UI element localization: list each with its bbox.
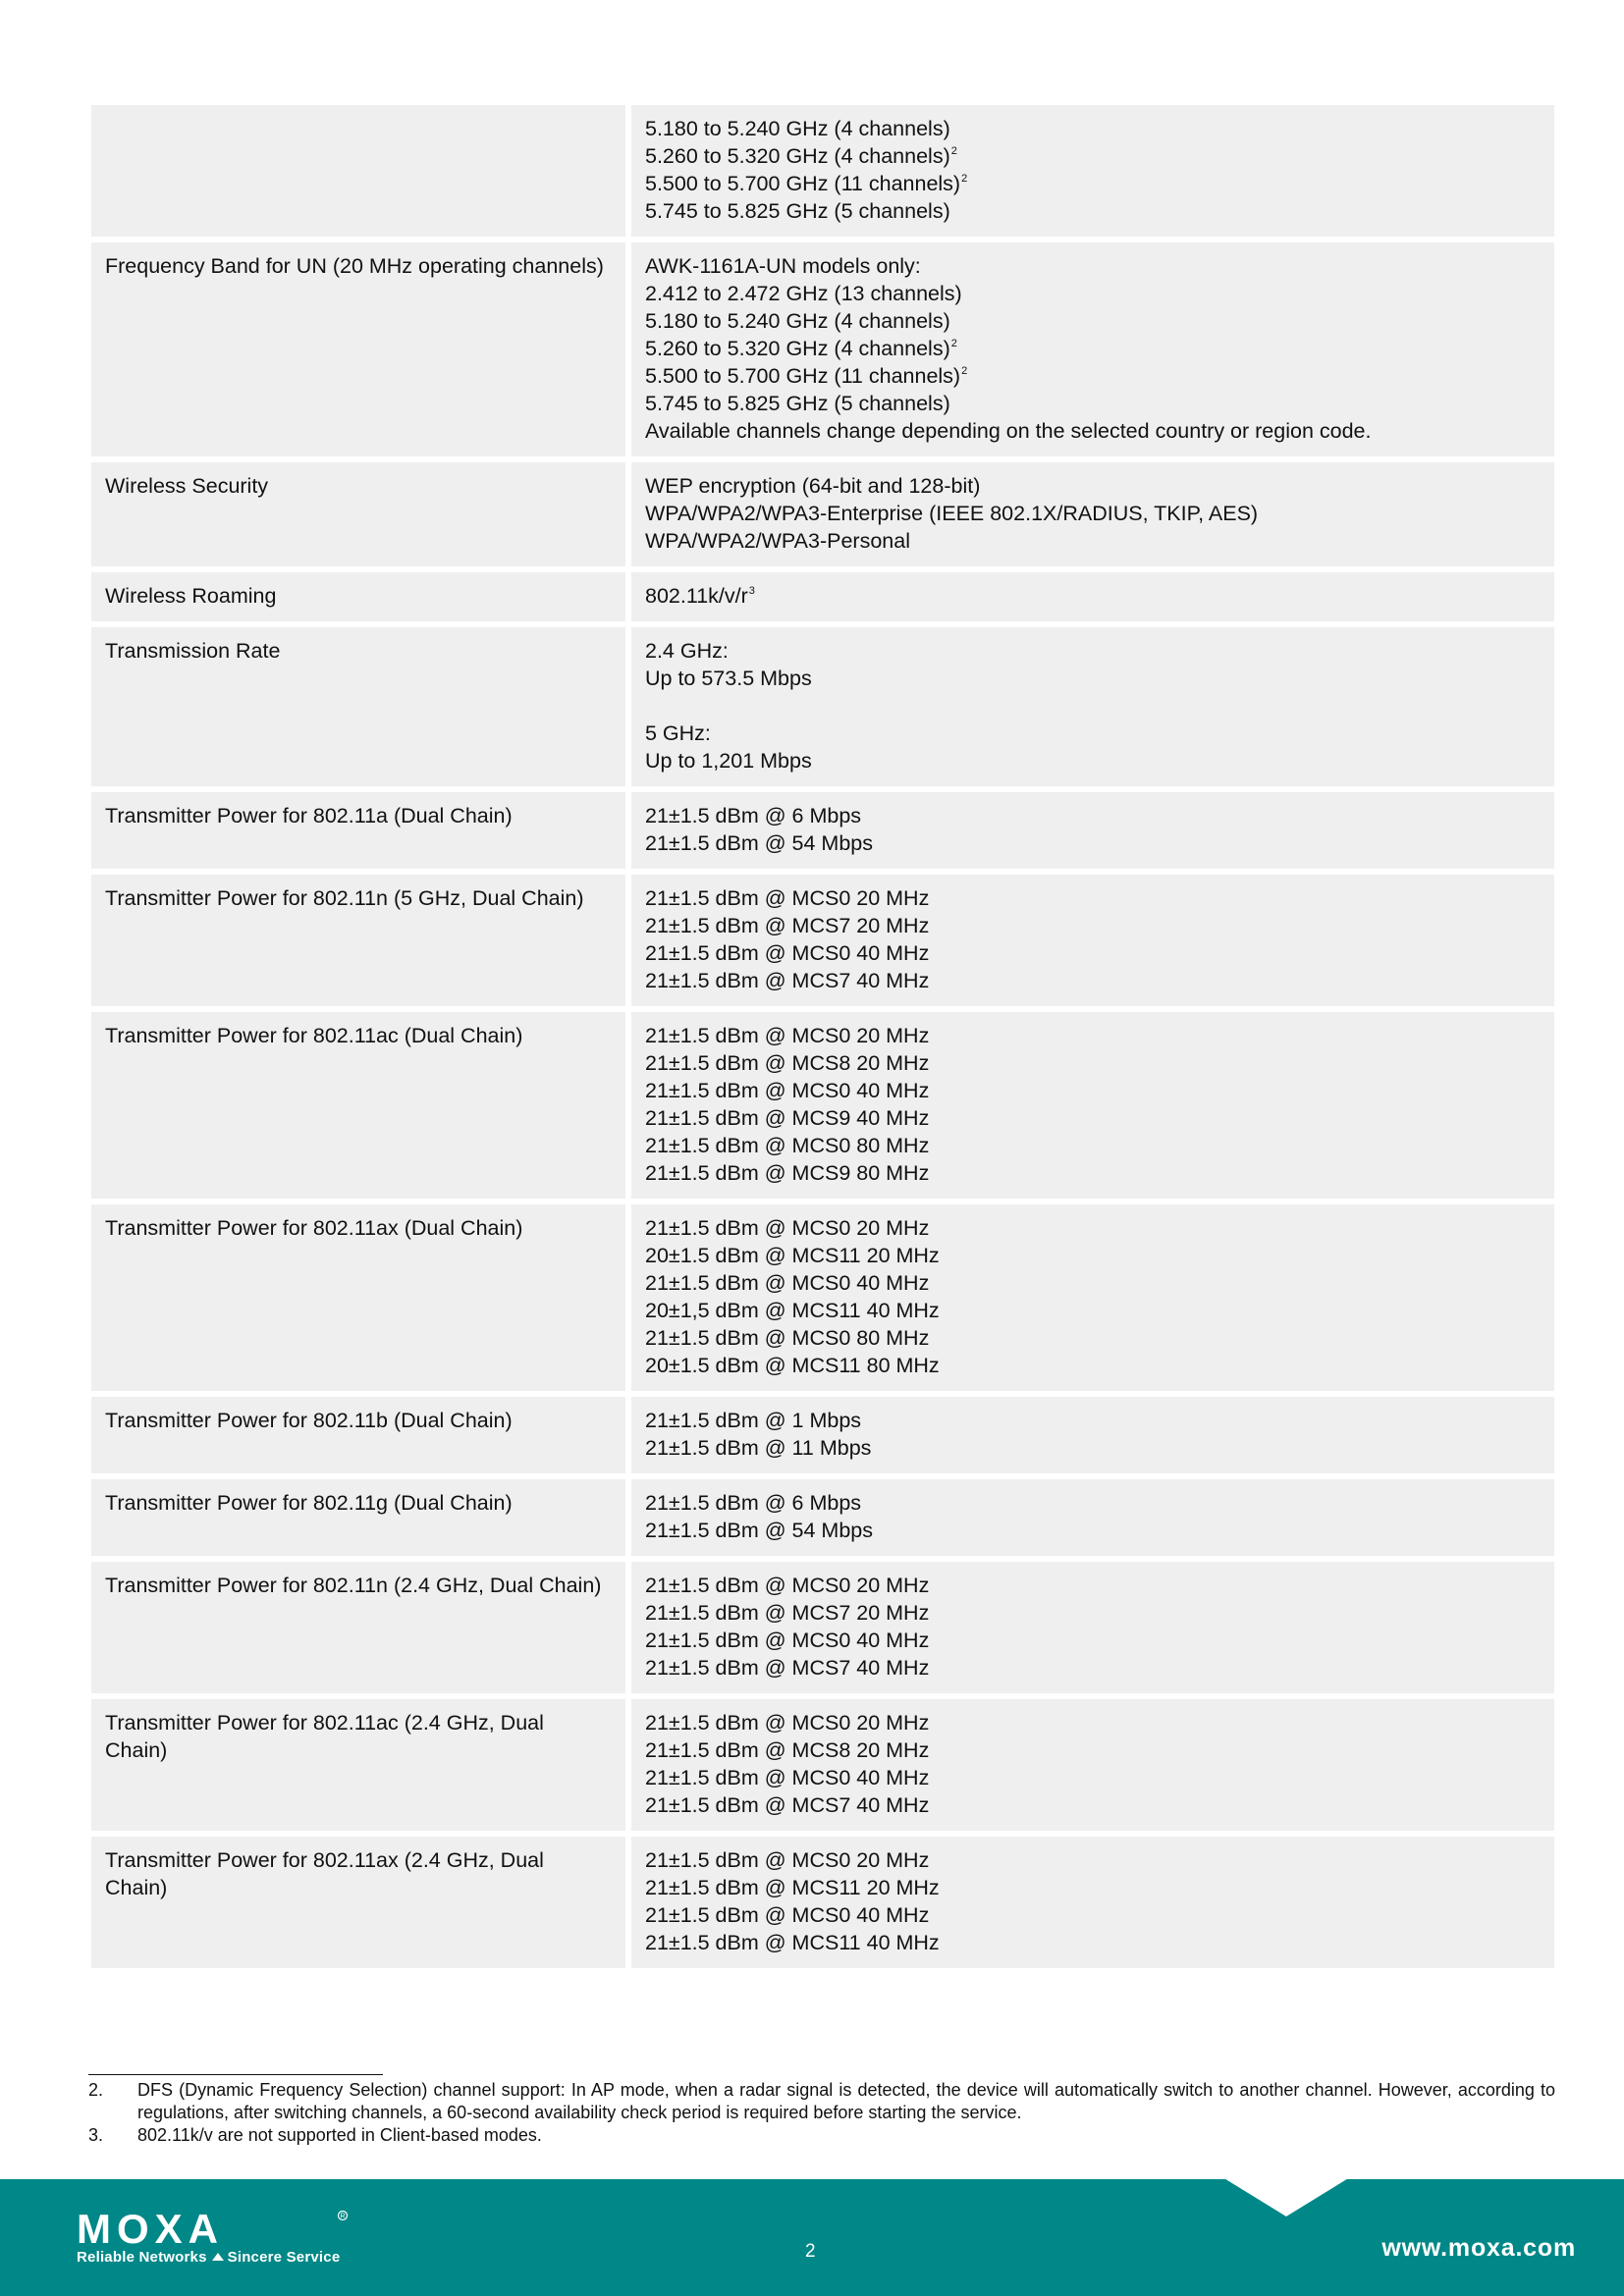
spec-label-cell <box>91 1479 631 1556</box>
spec-value-cell <box>631 572 1554 621</box>
tagline-right: Sincere Service <box>227 2249 341 2266</box>
spec-value-line <box>645 1159 1541 1187</box>
spec-value-cell <box>631 242 1554 456</box>
spec-value-line <box>645 1489 1541 1517</box>
spec-row <box>91 1479 1554 1556</box>
spec-value-text: 21±1.5 dBm @ MCS0 40 MHz <box>644 1629 930 1652</box>
spec-value-cell <box>631 1699 1554 1831</box>
spec-value-line <box>645 1214 1541 1242</box>
spec-row <box>91 1562 1554 1693</box>
spec-label: Transmission Rate <box>105 639 281 663</box>
spec-value-line <box>645 1022 1541 1049</box>
spec-value-text: 20±1,5 dBm @ MCS11 40 MHz <box>644 1299 940 1322</box>
spec-value-line <box>645 720 1541 747</box>
spec-label-cell <box>91 462 631 566</box>
spec-label-cell <box>91 1204 631 1391</box>
spec-value-text: 21±1.5 dBm @ MCS0 20 MHz <box>644 1711 930 1735</box>
spec-value-text: 21±1.5 dBm @ MCS11 40 MHz <box>644 1931 940 1954</box>
spec-value-cell <box>631 792 1554 869</box>
footnote <box>88 2124 1555 2147</box>
spec-row <box>91 792 1554 869</box>
spec-value-cell <box>631 627 1554 786</box>
spec-value-text: 21±1.5 dBm @ MCS0 40 MHz <box>644 1079 930 1102</box>
spec-value-line <box>645 884 1541 912</box>
spec-value-line <box>645 390 1541 417</box>
spec-value-text: 20±1.5 dBm @ MCS11 80 MHz <box>644 1354 940 1377</box>
footnote-ref: 2 <box>961 365 968 377</box>
spec-value-text: 5.260 to 5.320 GHz (4 channels) <box>644 337 950 360</box>
website-link[interactable]: www.moxa.com <box>1381 2234 1576 2262</box>
spec-table-body <box>91 105 1554 1968</box>
spec-value-text: WPA/WPA2/WPA3-Personal <box>644 529 910 553</box>
spec-label: Transmitter Power for 802.11n (5 GHz, Dual Chain) <box>105 886 584 910</box>
spec-value-text: 21±1.5 dBm @ MCS0 20 MHz <box>644 886 930 910</box>
footnote-text: DFS (Dynamic Frequency Selection) channel support: In AP mode, when a radar signal is detected, the device will automatically switch to another channel. However, according to regulations, after switching channels, a 60-second availability check period is required before starting the service. <box>137 2080 1555 2122</box>
spec-label-cell <box>91 792 631 869</box>
spec-value-text: Available channels change depending on the selected country or region code. <box>644 419 1372 443</box>
spec-value-text: 5.500 to 5.700 GHz (11 channels) <box>644 364 961 388</box>
spec-table <box>91 99 1554 1974</box>
spec-row <box>91 627 1554 786</box>
spec-value-line <box>645 1764 1541 1791</box>
moxa-logo <box>77 2209 371 2248</box>
spec-value-line <box>645 1599 1541 1627</box>
spec-value-text: 21±1.5 dBm @ 11 Mbps <box>644 1436 872 1460</box>
spec-value-line <box>645 967 1541 994</box>
spec-value-line <box>645 527 1541 555</box>
spec-value-line <box>645 1874 1541 1901</box>
spec-value-line <box>645 747 1541 774</box>
spec-value-line <box>645 912 1541 939</box>
footnote-ref: 3 <box>748 585 755 597</box>
spec-value-line <box>645 1077 1541 1104</box>
spec-value-line <box>645 252 1541 280</box>
spec-value-cell <box>631 1837 1554 1968</box>
spec-value-text: 21±1.5 dBm @ MCS0 40 MHz <box>644 1903 930 1927</box>
spec-value-text: 21±1.5 dBm @ MCS8 20 MHz <box>644 1051 930 1075</box>
spec-value-text: 21±1.5 dBm @ MCS7 20 MHz <box>644 1601 930 1625</box>
footnote-ref: 2 <box>961 173 968 185</box>
spec-label: Transmitter Power for 802.11g (Dual Chain) <box>105 1491 513 1515</box>
spec-value-text: 21±1.5 dBm @ MCS0 40 MHz <box>644 1766 930 1789</box>
spec-label-cell <box>91 242 631 456</box>
spec-label: Transmitter Power for 802.11n (2.4 GHz, Dual Chain) <box>105 1574 602 1597</box>
footnote-ref: 2 <box>950 338 957 349</box>
spec-value-line <box>645 417 1541 445</box>
spec-value-line <box>645 939 1541 967</box>
spec-value-line <box>645 692 1541 720</box>
spec-label: Transmitter Power for 802.11ac (Dual Chain) <box>105 1024 523 1047</box>
spec-value-line <box>645 1049 1541 1077</box>
spec-value-text: 802.11k/v/r <box>644 584 748 608</box>
spec-value-cell <box>631 1562 1554 1693</box>
spec-value-cell <box>631 462 1554 566</box>
spec-value-text: 21±1.5 dBm @ MCS7 40 MHz <box>644 1793 930 1817</box>
spec-label-cell <box>91 1012 631 1199</box>
spec-value-text: 5.745 to 5.825 GHz (5 channels) <box>644 392 950 415</box>
footer-notch-shape <box>1222 2177 1350 2220</box>
spec-value-text: 5.180 to 5.240 GHz (4 channels) <box>644 309 950 333</box>
spec-label: Wireless Roaming <box>105 584 277 608</box>
spec-row <box>91 1012 1554 1199</box>
spec-value-line <box>645 582 1541 610</box>
spec-value-cell <box>631 875 1554 1006</box>
spec-value-text: 21±1.5 dBm @ 1 Mbps <box>644 1409 862 1432</box>
footnote <box>88 2079 1555 2124</box>
footnote-separator <box>88 2074 383 2075</box>
spec-value-line <box>645 500 1541 527</box>
spec-label-cell <box>91 627 631 786</box>
spec-value-text: 21±1.5 dBm @ MCS0 80 MHz <box>644 1326 930 1350</box>
spec-label-cell <box>91 105 631 237</box>
spec-value-cell <box>631 1397 1554 1473</box>
spec-value-text: 5.745 to 5.825 GHz (5 channels) <box>644 199 950 223</box>
spec-value-line <box>645 472 1541 500</box>
spec-value-text: 5 GHz: <box>644 721 711 745</box>
spec-value-line <box>645 1736 1541 1764</box>
spec-row <box>91 1837 1554 1968</box>
spec-value-text: 21±1.5 dBm @ MCS8 20 MHz <box>644 1738 930 1762</box>
spec-value-line <box>645 362 1541 390</box>
triangle-icon <box>212 2253 224 2261</box>
spec-row <box>91 875 1554 1006</box>
spec-value-cell <box>631 1479 1554 1556</box>
spec-row <box>91 572 1554 621</box>
spec-label: Frequency Band for UN (20 MHz operating channels) <box>105 254 604 278</box>
spec-value-text: 5.180 to 5.240 GHz (4 channels) <box>644 117 950 140</box>
spec-value-text: 5.260 to 5.320 GHz (4 channels) <box>644 144 950 168</box>
spec-value-line <box>645 1901 1541 1929</box>
spec-value-line <box>645 1791 1541 1819</box>
spec-value-line <box>645 115 1541 142</box>
footnote-ref: 2 <box>950 145 957 157</box>
spec-value-text: 21±1.5 dBm @ MCS7 40 MHz <box>644 969 930 992</box>
spec-value-text: 21±1.5 dBm @ MCS0 20 MHz <box>644 1216 930 1240</box>
spec-value-line <box>645 1242 1541 1269</box>
spec-value-line <box>645 1104 1541 1132</box>
spec-value-line <box>645 1324 1541 1352</box>
spec-label: Transmitter Power for 802.11a (Dual Chain) <box>105 804 513 828</box>
spec-label: Transmitter Power for 802.11ac (2.4 GHz, Dual Chain) <box>105 1711 544 1762</box>
spec-value-cell <box>631 1204 1554 1391</box>
spec-value-text: 21±1.5 dBm @ MCS0 20 MHz <box>644 1848 930 1872</box>
spec-value-line <box>645 1929 1541 1956</box>
footnote-number: 3. <box>88 2125 104 2145</box>
footnotes <box>88 2079 1555 2147</box>
spec-value-text: 21±1.5 dBm @ MCS7 20 MHz <box>644 914 930 937</box>
spec-value-text: 21±1.5 dBm @ MCS0 80 MHz <box>644 1134 930 1157</box>
spec-label-cell <box>91 1699 631 1831</box>
spec-value-line <box>645 1654 1541 1682</box>
spec-row <box>91 242 1554 456</box>
spec-value-line <box>645 170 1541 197</box>
spec-label-cell <box>91 1397 631 1473</box>
spec-value-text: AWK-1161A-UN models only: <box>644 254 921 278</box>
spec-label: Transmitter Power for 802.11ax (Dual Chain) <box>105 1216 523 1240</box>
spec-label: Transmitter Power for 802.11b (Dual Chain) <box>105 1409 513 1432</box>
spec-value-text: WEP encryption (64-bit and 128-bit) <box>644 474 981 498</box>
spec-label-cell <box>91 1562 631 1693</box>
spec-value-line <box>645 665 1541 692</box>
spec-value-text: 21±1.5 dBm @ 6 Mbps <box>644 1491 862 1515</box>
spec-row <box>91 105 1554 237</box>
spec-row <box>91 462 1554 566</box>
spec-value-text: 21±1.5 dBm @ 6 Mbps <box>644 804 862 828</box>
spec-value-text: Up to 1,201 Mbps <box>644 749 812 773</box>
spec-value-cell <box>631 105 1554 237</box>
spec-value-line <box>645 1132 1541 1159</box>
spec-label-cell <box>91 572 631 621</box>
spec-value-line <box>645 1572 1541 1599</box>
spec-value-line <box>645 802 1541 829</box>
footnote-text: 802.11k/v are not supported in Client-based modes. <box>137 2125 542 2145</box>
spec-value-line <box>645 1269 1541 1297</box>
svg-text:R: R <box>340 2213 346 2220</box>
spec-value-line <box>645 1846 1541 1874</box>
spec-value-line <box>645 335 1541 362</box>
spec-value-text: 2.412 to 2.472 GHz (13 channels) <box>644 282 962 305</box>
spec-value-text: 21±1.5 dBm @ MCS0 20 MHz <box>644 1024 930 1047</box>
spec-value-line <box>645 1517 1541 1544</box>
spec-value-line <box>645 307 1541 335</box>
spec-value-line <box>645 1709 1541 1736</box>
spec-value-text: 21±1.5 dBm @ MCS0 40 MHz <box>644 1271 930 1295</box>
spec-value-text: 21±1.5 dBm @ MCS0 40 MHz <box>644 941 930 965</box>
spec-value-line <box>645 829 1541 857</box>
spec-label-cell <box>91 875 631 1006</box>
spec-value-line <box>645 637 1541 665</box>
page-number: 2 <box>805 2241 816 2262</box>
spec-value-text: 21±1.5 dBm @ MCS9 80 MHz <box>644 1161 930 1185</box>
footnote-number: 2. <box>88 2080 104 2100</box>
spec-value-text: 21±1.5 dBm @ 54 Mbps <box>644 831 874 855</box>
spec-value-text: 21±1.5 dBm @ MCS7 40 MHz <box>644 1656 930 1680</box>
spec-row <box>91 1397 1554 1473</box>
spec-value-cell <box>631 1012 1554 1199</box>
spec-value-line <box>645 1352 1541 1379</box>
spec-row <box>91 1204 1554 1391</box>
spec-label-cell <box>91 1837 631 1968</box>
spec-value-line <box>645 1627 1541 1654</box>
spec-value-text: 2.4 GHz: <box>644 639 729 663</box>
spec-value-text: 21±1.5 dBm @ 54 Mbps <box>644 1519 874 1542</box>
spec-value-line <box>645 1297 1541 1324</box>
moxa-logo-text: MOXA <box>77 2209 224 2248</box>
spec-value-line <box>645 1407 1541 1434</box>
tagline <box>77 2249 340 2266</box>
spec-value-text: Up to 573.5 Mbps <box>644 667 812 690</box>
spec-value-text: 21±1.5 dBm @ MCS11 20 MHz <box>644 1876 940 1899</box>
spec-value-line <box>645 197 1541 225</box>
spec-value-text: 20±1.5 dBm @ MCS11 20 MHz <box>644 1244 940 1267</box>
spec-value-line <box>645 280 1541 307</box>
spec-value-text: WPA/WPA2/WPA3-Enterprise (IEEE 802.1X/RADIUS, TKIP, AES) <box>644 502 1259 525</box>
spec-value-line <box>645 1434 1541 1462</box>
spec-value-line <box>645 142 1541 170</box>
spec-value-text: 21±1.5 dBm @ MCS9 40 MHz <box>644 1106 930 1130</box>
spec-value-text: 21±1.5 dBm @ MCS0 20 MHz <box>644 1574 930 1597</box>
spec-row <box>91 1699 1554 1831</box>
tagline-left: Reliable Networks <box>77 2249 207 2266</box>
spec-value-text: 5.500 to 5.700 GHz (11 channels) <box>644 172 961 195</box>
spec-label: Transmitter Power for 802.11ax (2.4 GHz, Dual Chain) <box>105 1848 544 1899</box>
spec-label: Wireless Security <box>105 474 269 498</box>
